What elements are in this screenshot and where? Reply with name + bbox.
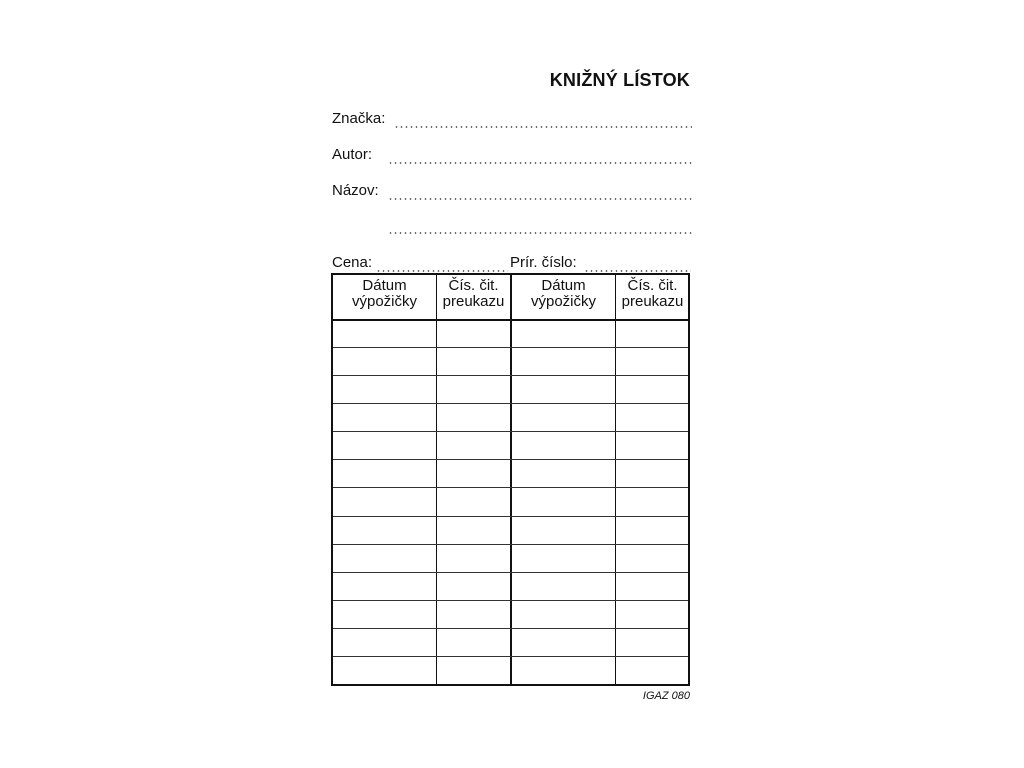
table-row-divider [333, 487, 688, 488]
znacka-label: Značka: [332, 110, 386, 127]
table-row-divider [333, 628, 688, 629]
table-row-divider [333, 375, 688, 376]
column-divider-center [510, 275, 512, 684]
table-row-divider [333, 459, 688, 460]
table-row-divider [333, 516, 688, 517]
header-datum-1: Dátum výpožičky [351, 277, 418, 310]
znacka-dotted-line [394, 126, 692, 128]
table-row-divider [333, 347, 688, 348]
table-row-divider [333, 572, 688, 573]
library-card-form [330, 60, 692, 710]
table-row-divider [333, 431, 688, 432]
autor-label: Autor: [332, 146, 373, 163]
form-code: IGAZ 080 [642, 690, 690, 702]
header-cis-cit-1: Čís. čit. preukazu [442, 277, 505, 310]
table-row-divider [333, 600, 688, 601]
form-title: KNIŽNÝ LÍSTOK [549, 70, 690, 90]
nazov-label: Názov: [332, 182, 379, 199]
column-divider [436, 275, 437, 684]
loan-table [331, 273, 690, 686]
autor-dotted-line [388, 162, 692, 164]
cena-label: Cena: [332, 254, 373, 271]
autor-field[interactable] [332, 146, 692, 168]
nazov-continuation-dotted-line [388, 232, 692, 234]
prir-cislo-dotted-line [584, 270, 691, 272]
table-row-divider [333, 544, 688, 545]
cena-dotted-line [376, 270, 508, 272]
header-datum-2: Dátum výpožičky [530, 277, 597, 310]
table-row-divider [333, 656, 688, 657]
znacka-field[interactable] [332, 110, 692, 132]
table-row-divider [333, 403, 688, 404]
header-cis-cit-2: Čís. čit. preukazu [621, 277, 684, 310]
column-divider [615, 275, 616, 684]
prir-cislo-label: Prír. číslo: [510, 254, 577, 271]
header-divider [333, 319, 688, 321]
nazov-dotted-line [388, 198, 692, 200]
nazov-continuation-field[interactable] [332, 216, 692, 238]
nazov-field[interactable] [332, 182, 692, 204]
